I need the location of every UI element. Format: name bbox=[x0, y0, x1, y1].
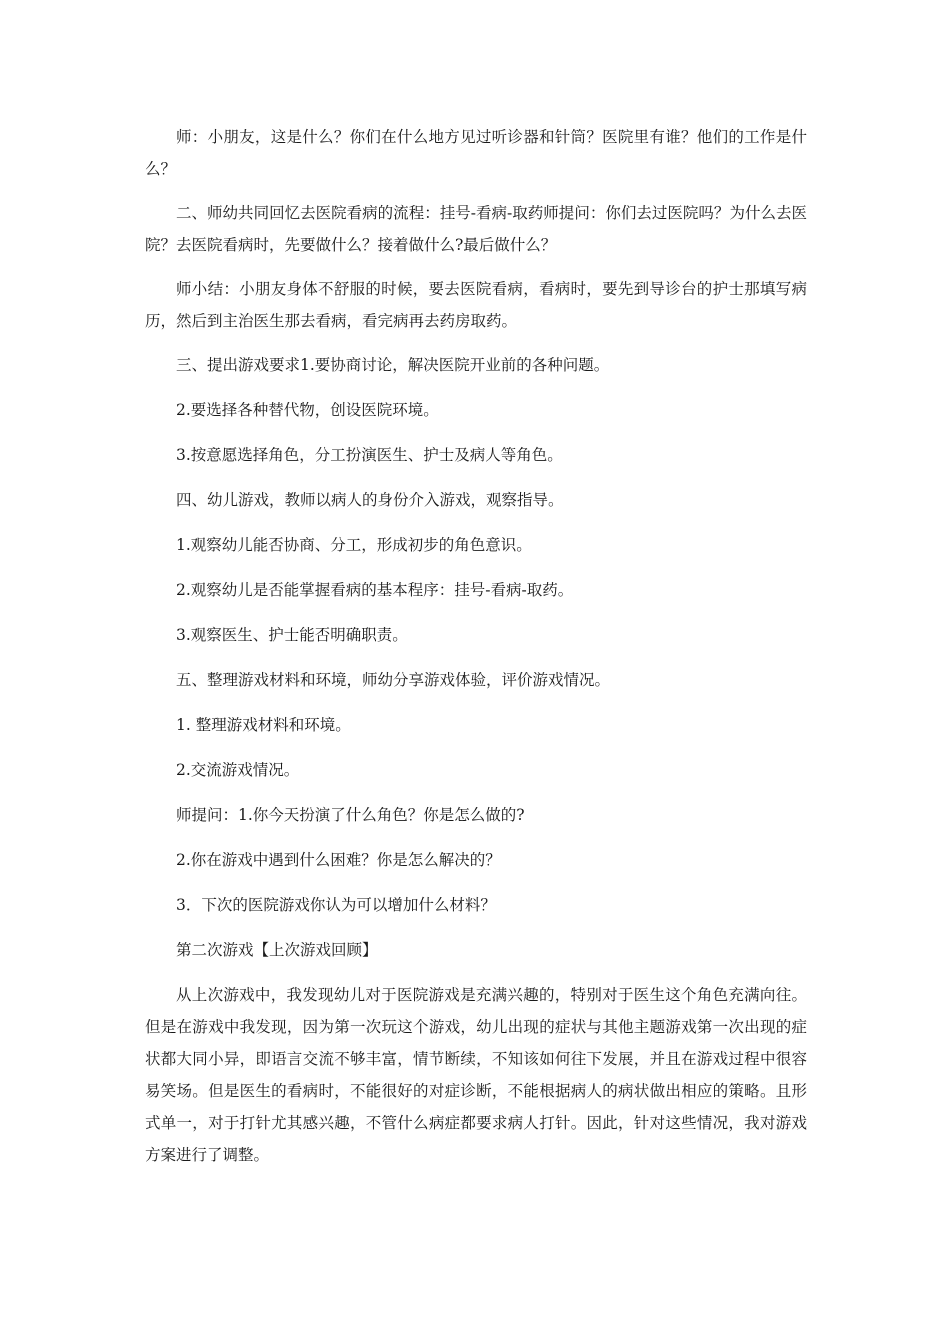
paragraph-item: 3.按意愿选择角色，分工扮演医生、护士及病人等角色。 bbox=[176, 446, 563, 464]
paragraph-item: 2.要选择各种替代物，创设医院环境。 bbox=[176, 401, 439, 419]
paragraph-teacher-summary: 师小结：小朋友身体不舒服的时候，要去医院看病，看病时，要先到导诊台的护士那填写病历，然后到主治医生那去看病，看完病再去药房取药。 bbox=[145, 280, 807, 330]
paragraph-section-4: 四、幼儿游戏，教师以病人的身份介入游戏，观察指导。 bbox=[176, 491, 564, 509]
paragraph-item: 2.观察幼儿是否能掌握看病的基本程序：挂号-看病-取药。 bbox=[176, 581, 574, 599]
paragraph-teacher-question: 师：小朋友，这是什么？你们在什么地方见过听诊器和针筒？医院里有谁？他们的工作是什么？ bbox=[145, 128, 807, 178]
paragraph-second-game-heading: 第二次游戏【上次游戏回顾】 bbox=[176, 941, 378, 959]
paragraph-review: 从上次游戏中，我发现幼儿对于医院游戏是充满兴趣的，特别对于医生这个角色充满向往。但是在游戏中我发现，因为第一次玩这个游戏，幼儿出现的症状与其他主题游戏第一次出现的症状都大同小异，即语言交流不够丰富，情节断续，不知该如何往下发展，并且在游戏过程中很容易笑场。但是医生的看病时，不能很好的对症诊断，不能根据病人的病状做出相应的策略。且形式单一，对于打针尤其感兴趣，不管什么病症都要求病人打针。因此，针对这些情况，我对游戏方案进行了调整。 bbox=[145, 986, 807, 1164]
paragraph-item: 2.交流游戏情况。 bbox=[176, 761, 300, 779]
paragraph-section-5: 五、整理游戏材料和环境，师幼分享游戏体验，评价游戏情况。 bbox=[176, 671, 611, 689]
paragraph-item: 2.你在游戏中遇到什么困难？你是怎么解决的？ bbox=[176, 851, 501, 869]
paragraph-item: 3.观察医生、护士能否明确职责。 bbox=[176, 626, 408, 644]
paragraph-teacher-asks: 师提问：1.你今天扮演了什么角色？你是怎么做的? bbox=[176, 806, 525, 824]
paragraph-item: 3．下次的医院游戏你认为可以增加什么材料？ bbox=[176, 896, 496, 914]
paragraph-section-3: 三、提出游戏要求1.要协商讨论，解决医院开业前的各种问题。 bbox=[176, 356, 610, 374]
document-body bbox=[145, 121, 807, 1183]
paragraph-hospital-process: 二、师幼共同回忆去医院看病的流程：挂号-看病-取药师提问：你们去过医院吗？为什么去医院？去医院看病时，先要做什么？接着做什么?最后做什么？ bbox=[145, 204, 807, 254]
paragraph-item: 1.观察幼儿能否协商、分工，形成初步的角色意识。 bbox=[176, 536, 532, 554]
paragraph-item: 1. 整理游戏材料和环境。 bbox=[176, 716, 351, 734]
